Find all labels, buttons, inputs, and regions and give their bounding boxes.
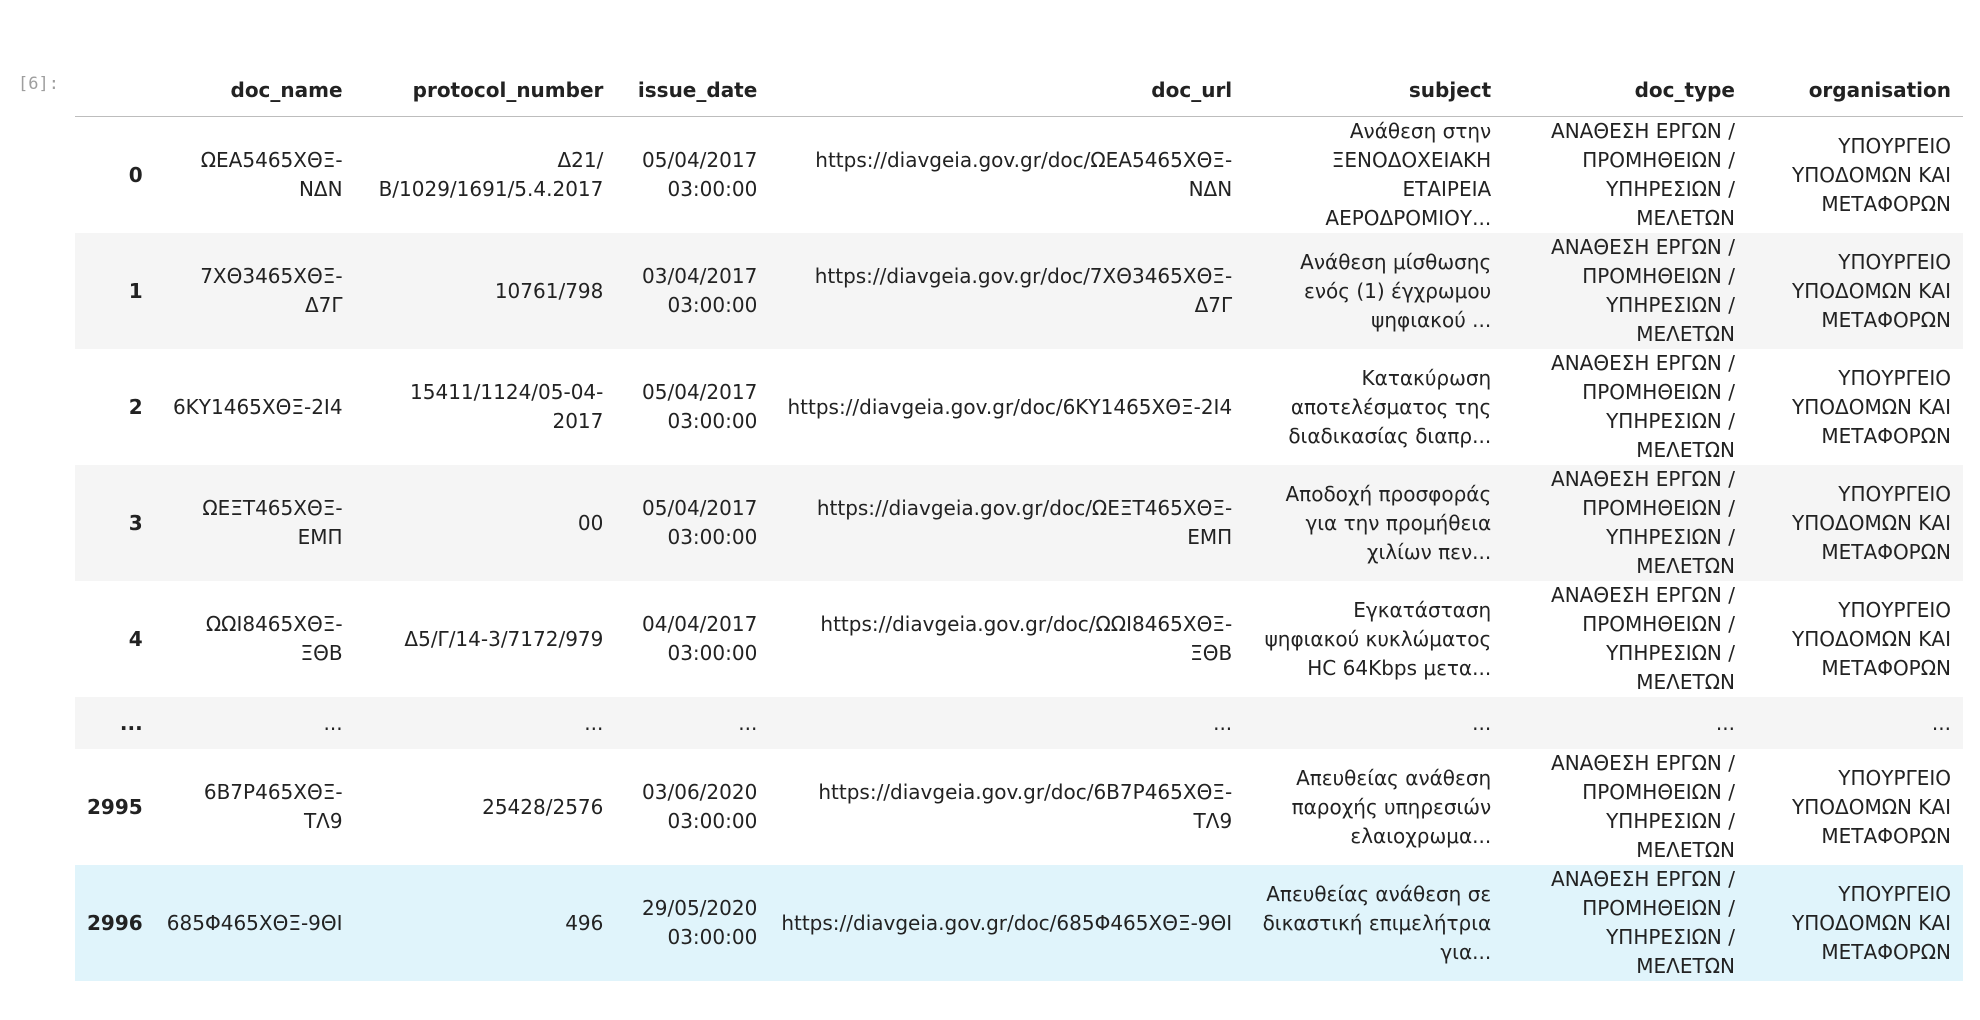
cell-doc-url: https://diavgeia.gov.gr/doc/685Φ465ΧΘΞ-9ΘΙ (781, 910, 1233, 935)
cell-protocol-number: Δ5/Γ/14-3/7172/979 (404, 626, 604, 651)
cell-organisation: ΥΠΟΥΡΓΕΙΟ ΥΠΟΔΟΜΩΝ ΚΑΙ ΜΕΤΑΦΟΡΩΝ (1792, 133, 1951, 216)
cell-organisation: ΥΠΟΥΡΓΕΙΟ ΥΠΟΔΟΜΩΝ ΚΑΙ ΜΕΤΑΦΟΡΩΝ (1792, 481, 1951, 564)
cell-protocol-number: 25428/2576 (482, 794, 604, 819)
cell-subject: Ανάθεση μίσθωσης ενός (1) έγχρωμου ψηφιακού ... (1300, 249, 1492, 332)
cell-doc-type: ΑΝΑΘΕΣΗ ΕΡΓΩΝ / ΠΡΟΜΗΘΕΙΩΝ / ΥΠΗΡΕΣΙΩΝ / ΜΕΛΕΤΩΝ (1551, 583, 1735, 694)
cell-doc-name: ΩΕΞΤ465ΧΘΞ-ΕΜΠ (202, 496, 343, 549)
cell-organisation: ... (1931, 710, 1951, 735)
cell-doc-name: ΩΕΑ5465ΧΘΞ-ΝΔΝ (200, 148, 343, 201)
dataframe-table (75, 65, 1963, 981)
table-row (75, 233, 1963, 349)
cell-doc-url: https://diavgeia.gov.gr/doc/ΩΕΞΤ465ΧΘΞ-ΕΜΠ (816, 496, 1233, 549)
execution-prompt: [6]: (18, 74, 59, 94)
cell-doc-type: ... (1715, 710, 1735, 735)
row-index: 3 (128, 510, 143, 535)
cell-organisation: ΥΠΟΥΡΓΕΙΟ ΥΠΟΔΟΜΩΝ ΚΑΙ ΜΕΤΑΦΟΡΩΝ (1792, 597, 1951, 680)
cell-organisation: ΥΠΟΥΡΓΕΙΟ ΥΠΟΔΟΜΩΝ ΚΑΙ ΜΕΤΑΦΟΡΩΝ (1792, 249, 1951, 332)
column-header-doc-type: doc_type (1503, 65, 1747, 117)
cell-protocol-number: 496 (565, 910, 604, 935)
cell-issue-date: 03/04/2017 03:00:00 (642, 264, 758, 317)
cell-protocol-number: 15411/1124/05-04-2017 (410, 380, 604, 433)
cell-subject: Αποδοχή προσφοράς για την προμήθεια χιλίων πεν... (1285, 481, 1492, 564)
cell-doc-name: ... (323, 710, 343, 735)
cell-issue-date: 03/06/2020 03:00:00 (642, 780, 758, 833)
cell-subject: Ανάθεση στην ΞΕΝΟΔΟΧΕΙΑΚΗ ΕΤΑΙΡΕΙΑ ΑΕΡΟΔΡΟΜΙΟΥ... (1325, 119, 1492, 230)
table-row (75, 581, 1963, 697)
cell-organisation: ΥΠΟΥΡΓΕΙΟ ΥΠΟΔΟΜΩΝ ΚΑΙ ΜΕΤΑΦΟΡΩΝ (1792, 881, 1951, 964)
cell-doc-url: https://diavgeia.gov.gr/doc/ΩΕΑ5465ΧΘΞ-ΝΔΝ (815, 148, 1233, 201)
cell-issue-date: 05/04/2017 03:00:00 (642, 380, 758, 433)
cell-doc-name: ΩΩΙ8465ΧΘΞ-ΞΘΒ (205, 612, 343, 665)
cell-issue-date: 04/04/2017 03:00:00 (642, 612, 758, 665)
index-header (75, 65, 155, 117)
row-index: 1 (128, 278, 143, 303)
column-header-organisation: organisation (1747, 65, 1963, 117)
cell-doc-type: ΑΝΑΘΕΣΗ ΕΡΓΩΝ / ΠΡΟΜΗΘΕΙΩΝ / ΥΠΗΡΕΣΙΩΝ / ΜΕΛΕΤΩΝ (1551, 119, 1735, 230)
cell-doc-url: https://diavgeia.gov.gr/doc/7ΧΘ3465ΧΘΞ-Δ7Γ (814, 264, 1233, 317)
cell-subject: ... (1472, 710, 1492, 735)
cell-doc-url: https://diavgeia.gov.gr/doc/6ΚΥ1465ΧΘΞ-2Ι4 (787, 394, 1233, 419)
cell-doc-name: 6ΚΥ1465ΧΘΞ-2Ι4 (172, 394, 343, 419)
table-row-hovered (75, 865, 1963, 981)
cell-doc-name: 6Β7Ρ465ΧΘΞ-ΤΛ9 (203, 780, 343, 833)
row-index: 2 (128, 394, 143, 419)
cell-protocol-number: Δ21/Β/1029/1691/5.4.2017 (378, 148, 604, 201)
cell-issue-date: 05/04/2017 03:00:00 (642, 496, 758, 549)
table-row (75, 749, 1963, 865)
cell-organisation: ΥΠΟΥΡΓΕΙΟ ΥΠΟΔΟΜΩΝ ΚΑΙ ΜΕΤΑΦΟΡΩΝ (1792, 365, 1951, 448)
cell-doc-name: 7ΧΘ3465ΧΘΞ-Δ7Γ (200, 264, 343, 317)
column-header-doc-name: doc_name (155, 65, 355, 117)
cell-protocol-number: 10761/798 (494, 278, 604, 303)
row-index: ... (119, 710, 143, 735)
cell-subject: Απευθείας ανάθεση παροχής υπηρεσιών ελαιοχρωμα... (1291, 765, 1492, 848)
cell-issue-date: 29/05/2020 03:00:00 (642, 896, 758, 949)
cell-organisation: ΥΠΟΥΡΓΕΙΟ ΥΠΟΔΟΜΩΝ ΚΑΙ ΜΕΤΑΦΟΡΩΝ (1792, 765, 1951, 848)
ellipsis-row (75, 697, 1963, 749)
cell-protocol-number: ... (584, 710, 604, 735)
cell-subject: Κατακύρωση αποτελέσματος της διαδικασίας διαπρ... (1288, 365, 1492, 448)
cell-subject: Απευθείας ανάθεση σε δικαστική επιμελήτρια για... (1262, 881, 1492, 964)
cell-doc-url: https://diavgeia.gov.gr/doc/6Β7Ρ465ΧΘΞ-ΤΛ9 (818, 780, 1233, 833)
cell-doc-type: ΑΝΑΘΕΣΗ ΕΡΓΩΝ / ΠΡΟΜΗΘΕΙΩΝ / ΥΠΗΡΕΣΙΩΝ / ΜΕΛΕΤΩΝ (1551, 867, 1735, 978)
column-header-doc-url: doc_url (769, 65, 1244, 117)
table-row (75, 465, 1963, 581)
row-index: 0 (128, 162, 143, 187)
column-header-issue-date: issue_date (615, 65, 769, 117)
cell-doc-url: https://diavgeia.gov.gr/doc/ΩΩΙ8465ΧΘΞ-ΞΘΒ (820, 612, 1233, 665)
column-header-subject: subject (1244, 65, 1503, 117)
cell-subject: Εγκατάσταση ψηφιακού κυκλώματος HC 64Kbps μετα... (1264, 597, 1492, 680)
column-header-protocol-number: protocol_number (355, 65, 616, 117)
cell-doc-type: ΑΝΑΘΕΣΗ ΕΡΓΩΝ / ΠΡΟΜΗΘΕΙΩΝ / ΥΠΗΡΕΣΙΩΝ / ΜΕΛΕΤΩΝ (1551, 235, 1735, 346)
table-row (75, 349, 1963, 465)
cell-issue-date: 05/04/2017 03:00:00 (642, 148, 758, 201)
cell-protocol-number: 00 (577, 510, 604, 535)
cell-doc-type: ΑΝΑΘΕΣΗ ΕΡΓΩΝ / ΠΡΟΜΗΘΕΙΩΝ / ΥΠΗΡΕΣΙΩΝ / ΜΕΛΕΤΩΝ (1551, 351, 1735, 462)
row-index: 2996 (87, 910, 143, 935)
row-index: 2995 (87, 794, 143, 819)
cell-doc-type: ΑΝΑΘΕΣΗ ΕΡΓΩΝ / ΠΡΟΜΗΘΕΙΩΝ / ΥΠΗΡΕΣΙΩΝ / ΜΕΛΕΤΩΝ (1551, 467, 1735, 578)
cell-doc-url: ... (1213, 710, 1233, 735)
cell-issue-date: ... (738, 710, 758, 735)
header-row (75, 65, 1963, 117)
row-index: 4 (128, 626, 143, 651)
table-row (75, 117, 1963, 234)
cell-doc-name: 685Φ465ΧΘΞ-9ΘΙ (166, 910, 343, 935)
cell-doc-type: ΑΝΑΘΕΣΗ ΕΡΓΩΝ / ΠΡΟΜΗΘΕΙΩΝ / ΥΠΗΡΕΣΙΩΝ / ΜΕΛΕΤΩΝ (1551, 751, 1735, 862)
